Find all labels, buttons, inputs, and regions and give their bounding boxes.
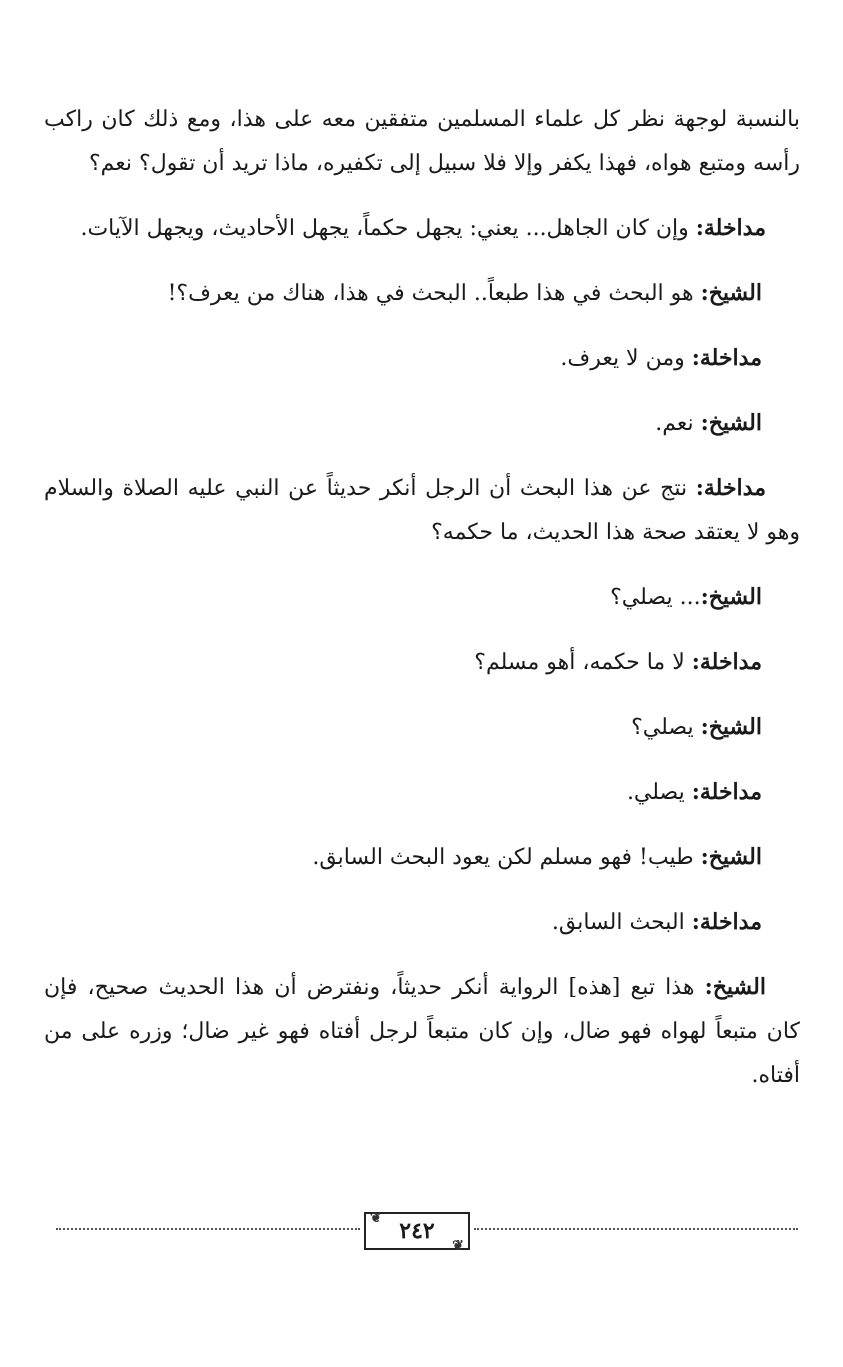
dialogue-text: طيب! فهو مسلم لكن يعود البحث السابق. [312, 845, 701, 870]
speaker-label: مداخلة: [695, 475, 766, 501]
dotted-rule-right [474, 1228, 798, 1230]
dialogue-text: يصلي؟ [631, 715, 701, 740]
dialogue-line [44, 575, 800, 620]
dialogue-line [44, 271, 800, 316]
dialogue-line [44, 705, 800, 750]
speaker-label: الشيخ: [700, 584, 762, 610]
speaker-label: الشيخ: [700, 280, 762, 306]
speaker-label: الشيخ: [700, 844, 762, 870]
dialogue-text: ... يصلي؟ [610, 585, 701, 610]
page-body [44, 98, 800, 1118]
floral-ornament-icon: ❦ [370, 1210, 382, 1226]
dialogue-line [44, 835, 800, 880]
dialogue-line [44, 770, 800, 815]
dialogue-text: نعم. [655, 411, 701, 436]
dialogue-text: هذا تبع [هذه] الرواية أنكر حديثاً، ونفترض أن هذا الحديث صحيح، فإن كان متبعاً لهواه فهو ضال، وإن كان متبعاً لرجل أفتاه فهو غير ضال؛ وزره على من أفتاه. [44, 975, 800, 1088]
speaker-label: مداخلة: [695, 215, 766, 241]
dialogue-text: لا ما حكمه، أهو مسلم؟ [474, 650, 692, 675]
dialogue-text: البحث السابق. [551, 910, 692, 935]
dialogue-line [44, 466, 800, 555]
paragraph-continuation [44, 98, 800, 186]
dialogue-line [44, 206, 800, 251]
dialogue-text: هو البحث في هذا طبعاً.. البحث في هذا، هناك من يعرف؟! [167, 281, 701, 306]
speaker-label: الشيخ: [700, 714, 762, 740]
page-number: ٢٤٢ [399, 1218, 435, 1244]
speaker-label: مداخلة: [691, 649, 762, 675]
dialogue-line [44, 640, 800, 685]
speaker-label: مداخلة: [691, 345, 762, 371]
speaker-label: الشيخ: [700, 410, 762, 436]
dialogue-line [44, 336, 800, 381]
speaker-label: الشيخ: [704, 974, 766, 1000]
dialogue-text: يصلي. [626, 780, 692, 805]
dialogue-line [44, 965, 800, 1098]
dialogue-line [44, 900, 800, 945]
dialogue-text: نتج عن هذا البحث أن الرجل أنكر حديثاً عن النبي عليه الصلاة والسلام وهو لا يعتقد صحة هذا الحديث، ما حكمه؟ [44, 476, 800, 545]
dialogue-text: ومن لا يعرف. [560, 346, 692, 371]
paragraph-text: بالنسبة لوجهة نظر كل علماء المسلمين متفقين معه على هذا، ومع ذلك كان راكب رأسه ومتبع هواه، فهذا يكفر وإلا فلا سبيل إلى تكفيره، ماذا تريد أن تقول؟ نعم؟ [44, 107, 800, 176]
dialogue-line [44, 401, 800, 446]
speaker-label: مداخلة: [691, 779, 762, 805]
page-footer [56, 1212, 798, 1258]
speaker-label: مداخلة: [691, 909, 762, 935]
dotted-rule-left [56, 1228, 360, 1230]
page-number-frame [364, 1210, 470, 1254]
dialogue-text: وإن كان الجاهل... يعني: يجهل حكماً، يجهل الأحاديث، ويجهل الآيات. [80, 216, 696, 241]
floral-ornament-icon: ❦ [452, 1238, 464, 1254]
